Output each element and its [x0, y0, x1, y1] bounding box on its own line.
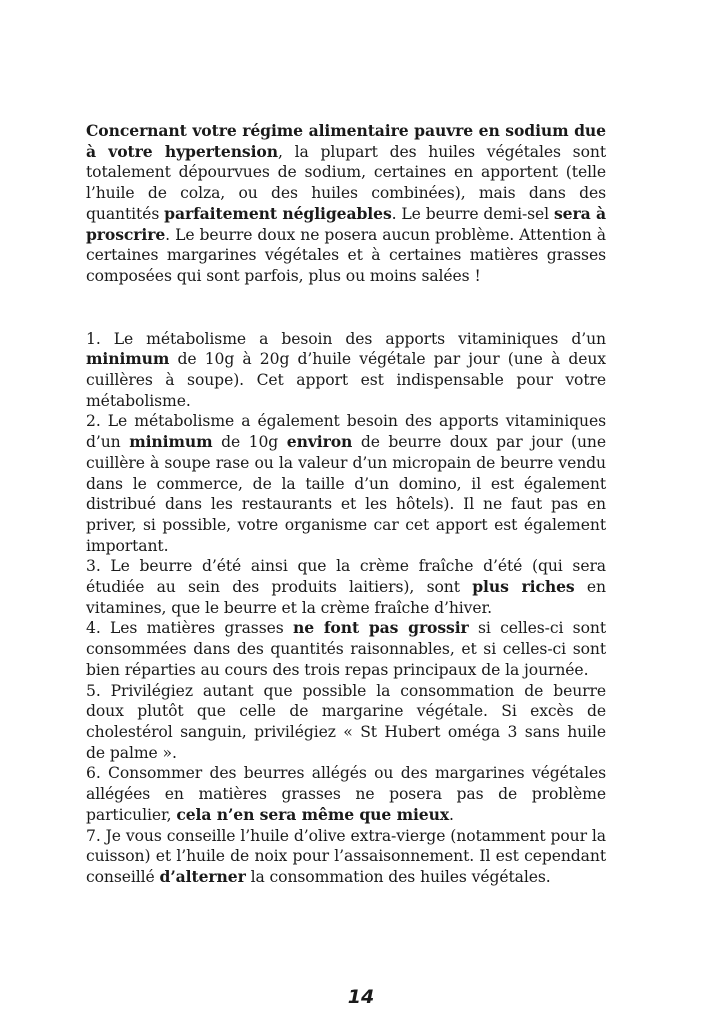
list-item: [86, 411, 606, 556]
list-item: [86, 826, 606, 888]
text-run: 5. Privilégiez autant que possible la consommation de beurre doux plutôt que celle de margarine végétale. Si excès de cholestérol sanguin, privilégiez « St Hubert oméga 3 sans huile de palme ».: [86, 681, 606, 762]
text-run: de beurre doux par jour (une cuillère à soupe rase ou la valeur d’un micropain de beurre vendu dans le commerce, de la taille d’un domino, il est également distribué dans les restaurants et les hôtels). Il ne faut pas en priver, si possible, votre organisme car cet apport est également important.: [86, 433, 607, 555]
text-run: .: [449, 805, 454, 824]
bold-text-run: minimum: [129, 432, 213, 452]
list-item: [86, 618, 606, 680]
text-run: de 10g à 20g d’huile végétale par jour (une à deux cuillères à soupe). Cet apport est indispensable pour votre métabolisme.: [86, 350, 606, 410]
intro-paragraph: [86, 121, 606, 287]
bold-text-run: cela n’en sera même que mieux: [176, 804, 450, 824]
text-run: . Le beurre demi-sel: [391, 204, 554, 223]
page-body: [86, 121, 606, 888]
bold-text-run: d’alterner: [159, 866, 246, 886]
list-item: [86, 681, 606, 764]
bold-text-run: ne font pas grossir: [292, 618, 469, 638]
text-run: la consommation des huiles végétales.: [245, 867, 551, 886]
list-item: [86, 763, 606, 825]
bold-text-run: minimum: [86, 349, 170, 369]
text-run: . Le beurre doux ne posera aucun problème. Attention à certaines margarines végétales et à certaines matières grasses composées qui sont parfois, plus ou moins salées !: [86, 225, 606, 285]
bold-text-run: parfaitement négligeables: [164, 203, 392, 223]
list-item: [86, 556, 606, 618]
bold-text-run: environ: [286, 432, 353, 452]
text-run: en vitamines, que le beurre et la crème fraîche d’hiver.: [86, 578, 606, 617]
text-run: 1. Le métabolisme a besoin des apports vitaminiques d’un: [86, 329, 606, 348]
text-run: 2. Le métabolisme a également besoin des apports vitaminiques d’un: [86, 412, 606, 452]
text-run: 4. Les matières grasses: [86, 619, 293, 638]
text-run: 7. Je vous conseille l’huile d’olive extra-vierge (notamment pour la cuisson) et l’huile de noix pour l’assaisonnement. Il est cependant conseillé: [86, 826, 606, 886]
bold-text-run: sera à proscrire: [86, 203, 606, 244]
text-run: si celles-ci sont consommées dans des quantités raisonnables, et si celles-ci sont bien réparties au cours des trois repas principaux de la journée.: [86, 619, 606, 679]
text-run: 3. Le beurre d’été ainsi que la crème fraîche d’été (qui sera étudiée au sein des produits laitiers), sont: [86, 557, 606, 597]
text-run: de 10g: [212, 433, 287, 452]
bold-text-run: Concernant votre régime alimentaire pauvre en sodium due à votre hypertension: [86, 121, 606, 161]
text-run: , la plupart des huiles végétales sont totalement dépourvues de sodium, certaines en apportent (telle l’huile de colza, ou des huiles combinées), mais dans des quantités: [86, 142, 606, 223]
page-number: 14: [347, 986, 375, 1008]
text-run: 6. Consommer des beurres allégés ou des margarines végétales allégées en matières grasses ne posera pas de problème particulier,: [86, 764, 606, 824]
bold-text-run: plus riches: [472, 577, 575, 597]
list-item: [86, 329, 606, 412]
advice-list: [86, 329, 606, 888]
